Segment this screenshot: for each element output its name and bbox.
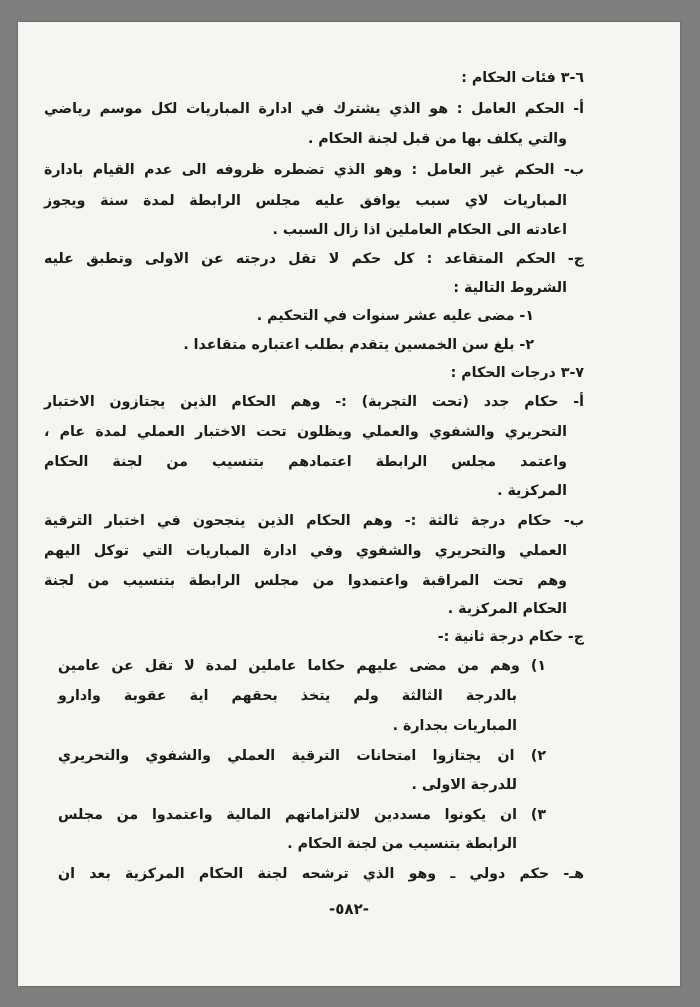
text-line: هـ- حكم دولي ـ وهو الذي ترشحه لجنة الحكام المركزية بعد ان [58,866,584,882]
text-line: والتي يكلف بها من قبل لجنة الحكام . [307,131,567,147]
text-line: ج- الحكم المتقاعد : كل حكم لا تقل درجته عن الاولى وتطبق عليه [44,251,584,267]
list-item: ٢) ان يجتازوا امتحانات الترقية العملي والشفوي والتحريري [58,748,546,764]
text-line: واعتمد مجلس الرابطة اعتمادهم بتنسيب من لجنة الحكام [44,454,567,470]
text-line: ب- الحكم غير العامل : وهو الذي تضطره ظروفه الى عدم القيام بادارة [44,162,584,178]
text-line: العملي والتحريري والشفوي وفي ادارة المباريات التي توكل اليهم [44,543,567,559]
text-line: الرابطة بتنسيب من لجنة الحكام . [287,836,517,852]
text-line: المركزية . [497,483,567,499]
document-page [18,22,680,986]
text-line: أ- الحكم العامل : هو الذي يشترك في ادارة المباريات لكل موسم رياضي [44,101,584,117]
text-line: التحريري والشفوي والعملي ويظلون تحت الاختبار العملي لمدة عام ، [44,424,567,440]
text-line: وهم تحت المراقبة واعتمدوا من مجلس الرابطة بتنسيب من لجنة [44,573,567,589]
list-item: ٣) ان يكونوا مسددين لالتزاماتهم المالية واعتمدوا من مجلس [58,807,546,823]
section-heading: ٧-٣ درجات الحكام : [450,365,584,381]
text-line: ج- حكام درجة ثانية :- [437,629,584,645]
text-line: للدرجة الاولى . [411,777,517,793]
page-number: -٥٨٢- [329,900,369,918]
list-item: ٢- بلغ سن الخمسين يتقدم بطلب اعتباره متقاعدا . [183,337,534,353]
text-line: اعادته الى الحكام العاملين اذا زال السبب . [272,222,567,238]
text-line: المباريات لاي سبب يوافق عليه مجلس الرابطة لمدة سنة ويجوز [44,193,567,209]
list-item: ١- مضى عليه عشر سنوات في التحكيم . [256,308,534,324]
text-line: الحكام المركزية . [447,601,567,617]
text-line: المباريات بجدارة . [392,718,517,734]
section-heading: ٦-٣ فئات الحكام : [461,70,584,86]
text-line: أ- حكام جدد (تحت التجربة) :- وهم الحكام الذين يجتازون الاختبار [44,394,584,410]
text-line: بالدرجة الثالثة ولم يتخذ بحقهم اية عقوبة وادارو [58,688,517,704]
list-item: ١) وهم من مضى عليهم حكاما عاملين لمدة لا تقل عن عامين [58,658,546,674]
document-body [18,22,680,986]
text-line: ب- حكام درجة ثالثة :- وهم الحكام الذين ينجحون في اختبار الترقية [44,513,584,529]
text-line: الشروط التالية : [453,280,567,296]
